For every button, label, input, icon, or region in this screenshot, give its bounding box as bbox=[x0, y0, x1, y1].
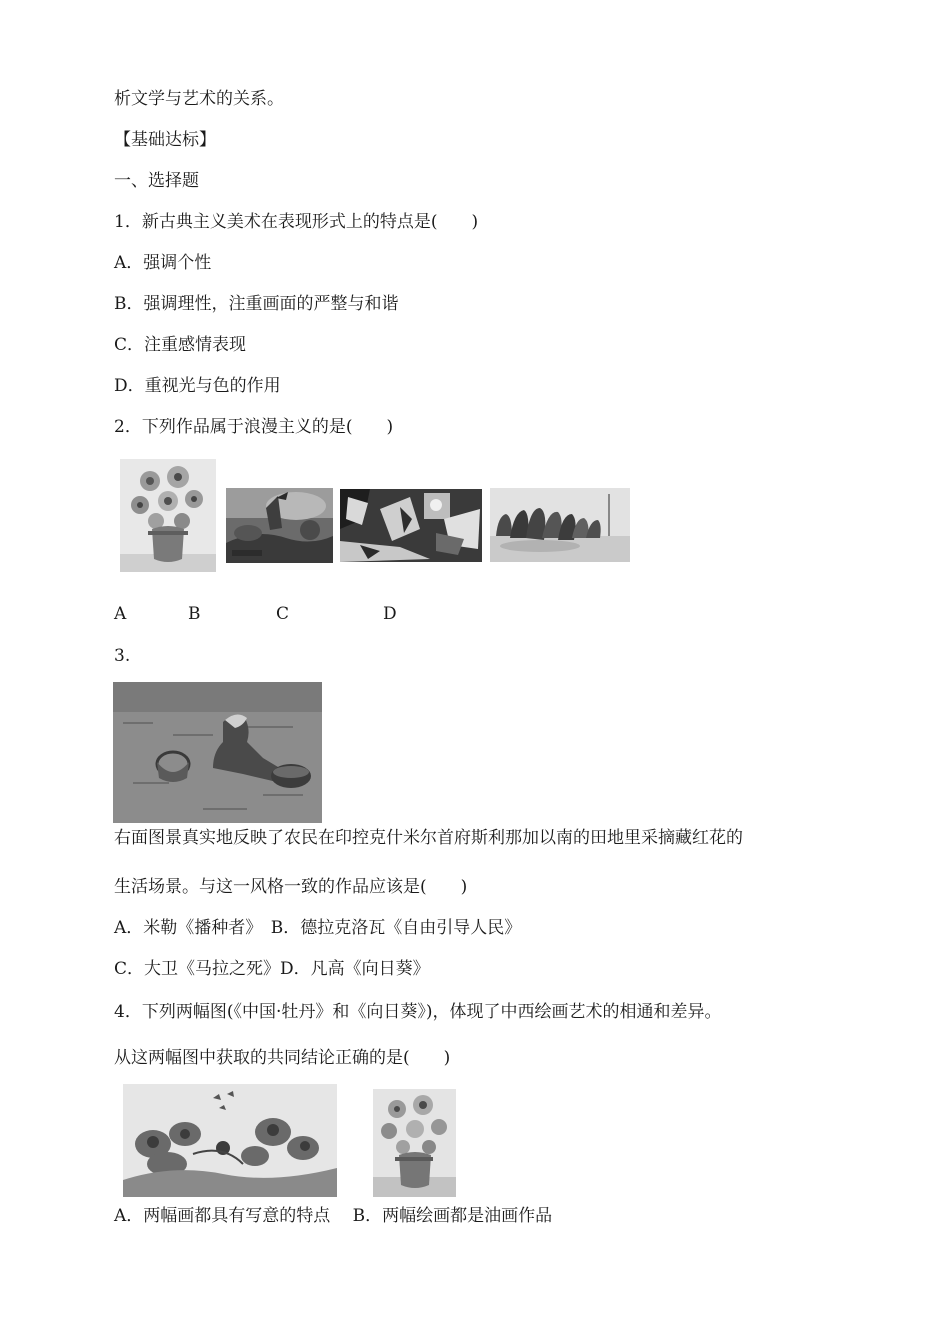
question-3-stem-line-2: 生活场景。与这一风格一致的作品应该是( ) bbox=[114, 877, 468, 897]
q2-image-d-barge-haulers bbox=[490, 488, 630, 562]
section-heading: 【基础达标】 bbox=[114, 130, 216, 150]
intro-tail-text: 析文学与艺术的关系。 bbox=[114, 89, 284, 109]
q2-image-label-c: C bbox=[276, 604, 290, 624]
question-1-option-a: A．强调个性 bbox=[114, 253, 212, 273]
part-heading: 一、选择题 bbox=[114, 171, 199, 191]
q2-image-b-liberty-painting bbox=[226, 488, 333, 563]
question-3-stem-line-1: 右面图景真实地反映了农民在印控克什米尔首府斯利那加以南的田地里采摘藏红花的 bbox=[114, 828, 743, 848]
q2-image-c-guernica bbox=[340, 489, 482, 562]
question-4-stem-line-2: 从这两幅图中获取的共同结论正确的是( ) bbox=[114, 1048, 451, 1068]
q2-image-label-a: A bbox=[114, 604, 127, 624]
q2-image-label-b: B bbox=[188, 604, 201, 624]
q3-photo-saffron-harvest bbox=[113, 682, 322, 823]
question-3-options-row-1: A．米勒《播种者》 B．德拉克洛瓦《自由引导人民》 bbox=[114, 918, 522, 938]
question-3-options-row-2: C．大卫《马拉之死》D．凡高《向日葵》 bbox=[114, 959, 430, 979]
q2-image-a-sunflowers bbox=[120, 459, 216, 572]
q2-image-label-d: D bbox=[383, 604, 397, 624]
question-1-stem: 1．新古典主义美术在表现形式上的特点是( ) bbox=[114, 212, 479, 232]
question-1-option-d: D．重视光与色的作用 bbox=[114, 376, 281, 396]
question-2-stem: 2．下列作品属于浪漫主义的是( ) bbox=[114, 417, 394, 437]
q4-image-peony-painting bbox=[123, 1084, 337, 1197]
question-4-options-row-1: A．两幅画都具有写意的特点 B．两幅绘画都是油画作品 bbox=[114, 1206, 553, 1226]
question-1-option-b: B．强调理性，注重画面的严整与和谐 bbox=[114, 294, 399, 314]
question-4-stem-line-1: 4．下列两幅图(《中国·牡丹》和《向日葵》)，体现了中西绘画艺术的相通和差异。 bbox=[114, 1002, 722, 1022]
question-1-option-c: C．注重感情表现 bbox=[114, 335, 247, 355]
question-3-number: 3. bbox=[114, 646, 131, 666]
q4-image-sunflowers bbox=[373, 1089, 456, 1197]
